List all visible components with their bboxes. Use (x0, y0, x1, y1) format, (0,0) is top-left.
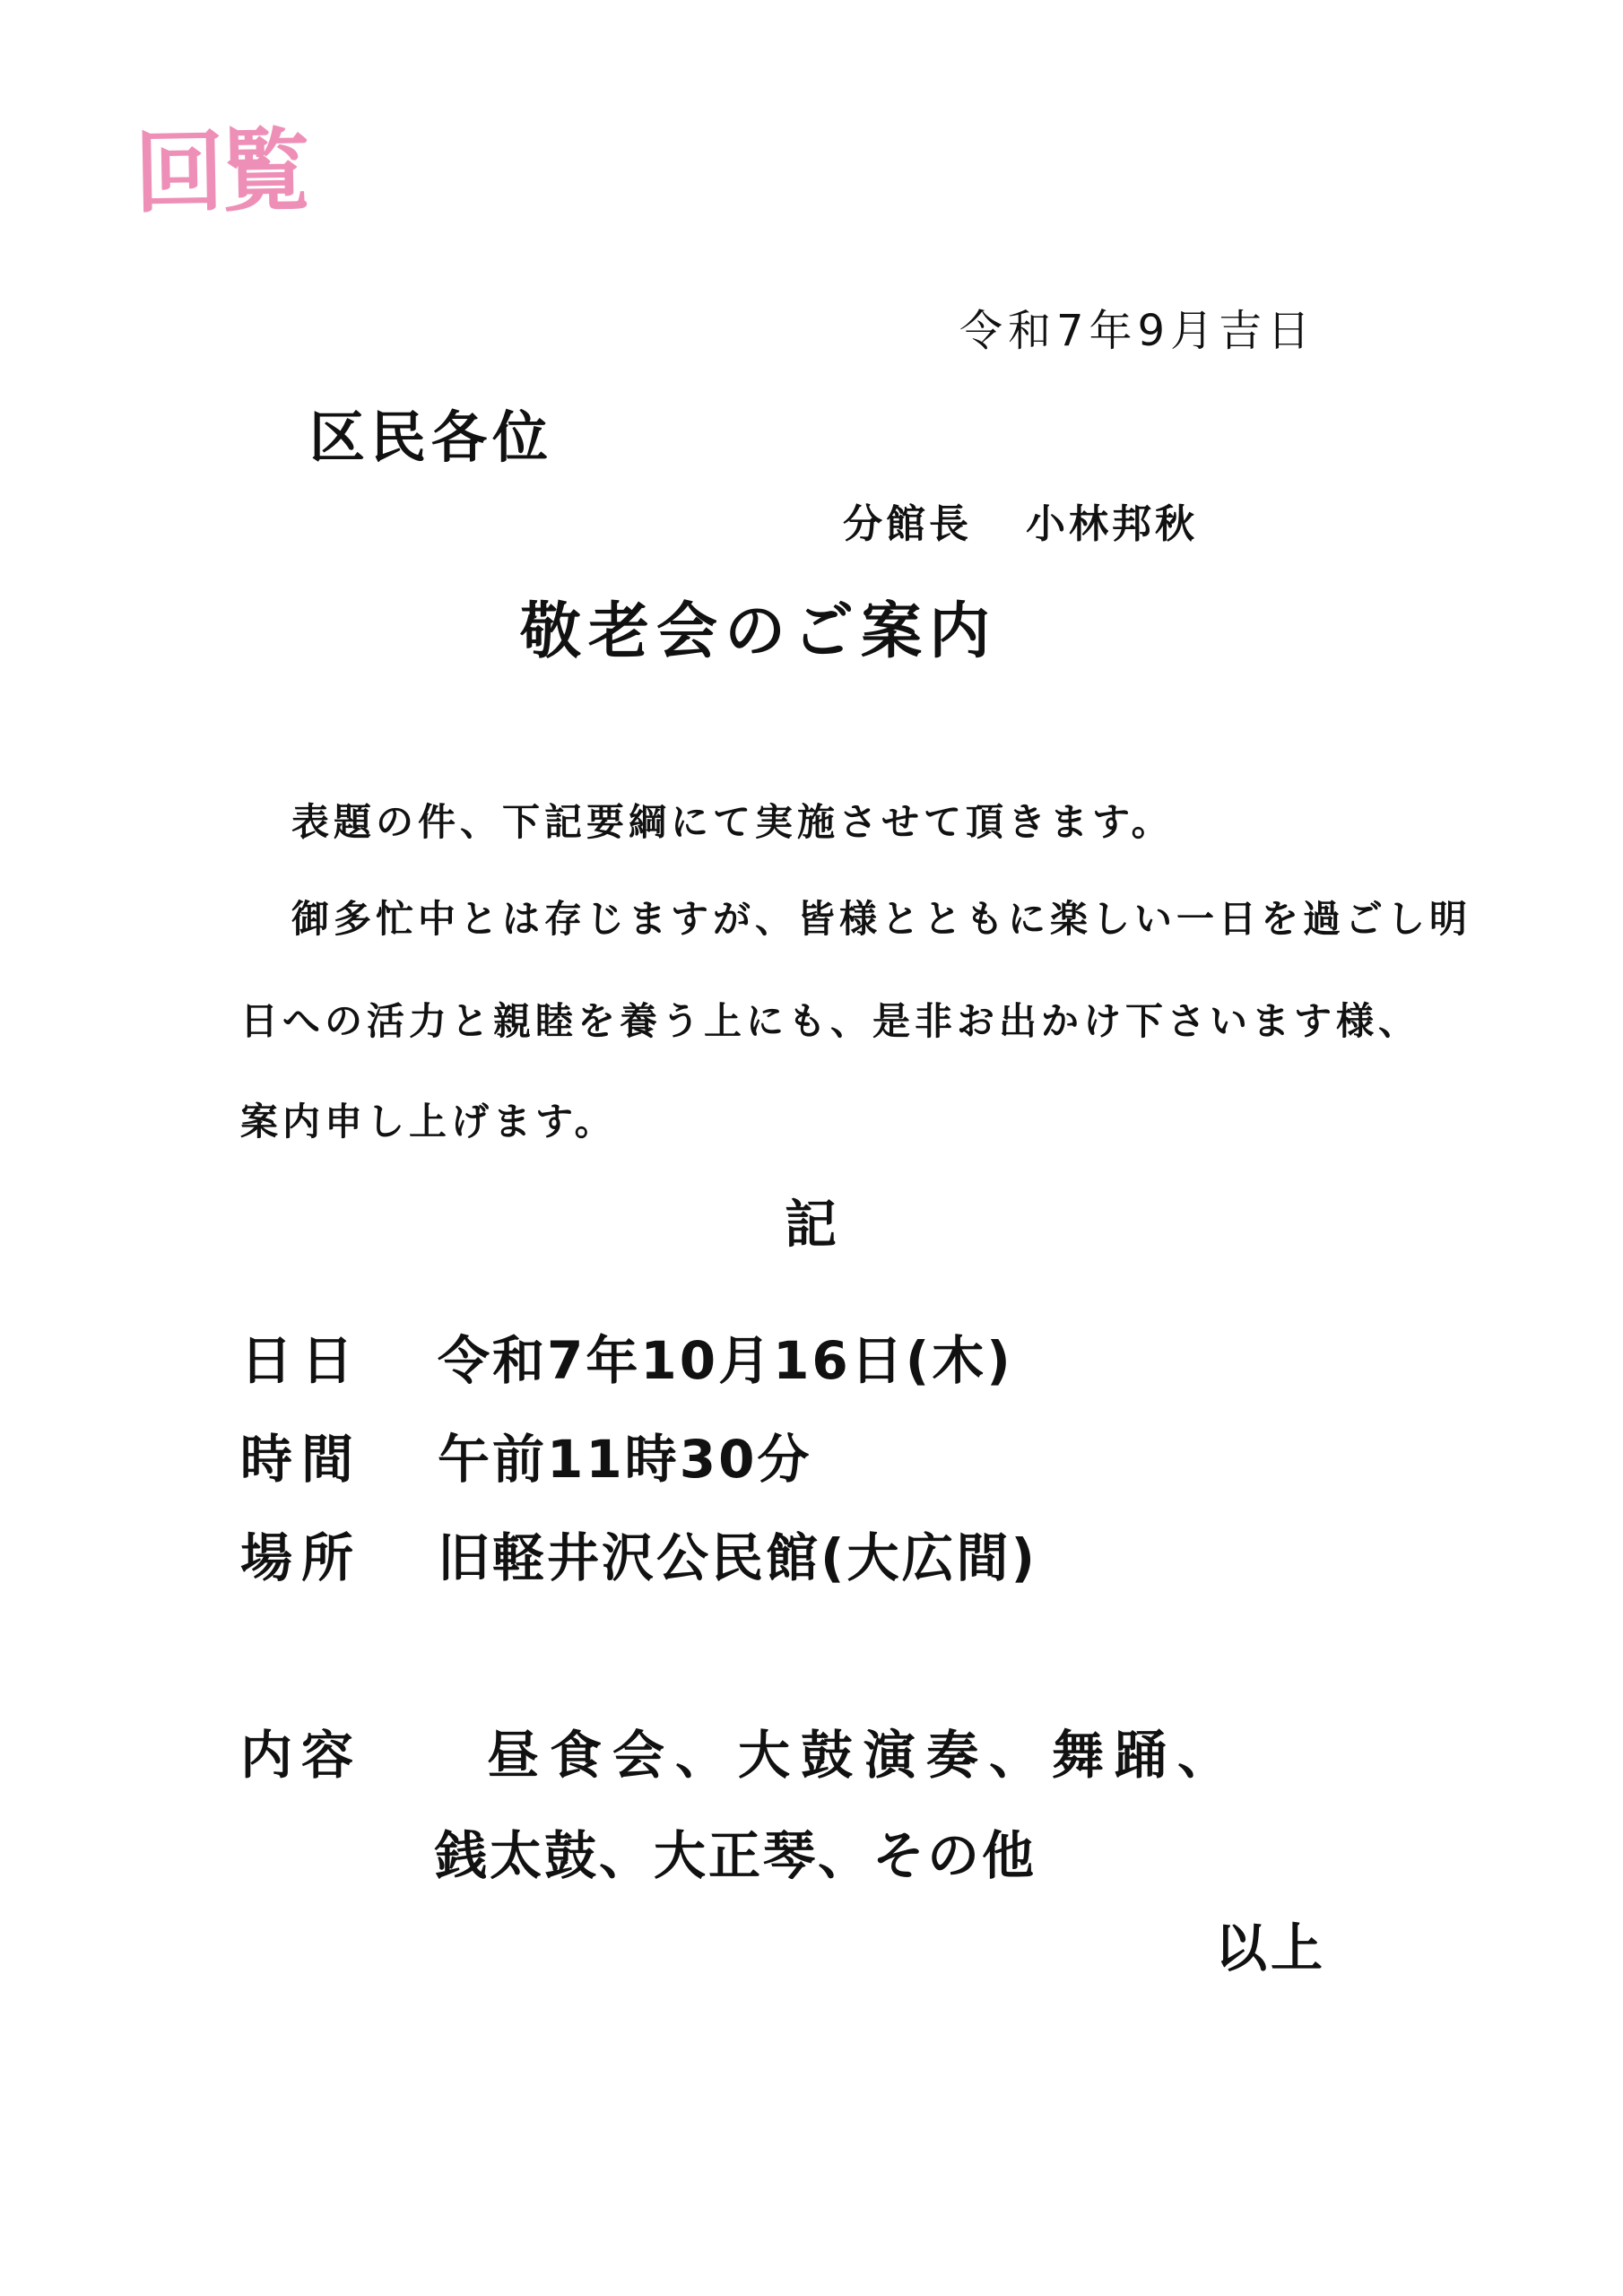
detail-place-label: 場所 (240, 1527, 363, 1588)
circulation-stamp: 回覧 (133, 117, 308, 226)
body-line-3: 日への活力と親睦を養う上にも、是非お出かけ下さいます様、 (240, 999, 1421, 1043)
detail-place-value: 旧軽井沢公民館(大広間) (438, 1527, 1038, 1588)
detail-content-row (240, 1713, 1240, 1788)
body-line-2: 御多忙中とは存じますが、皆様とともに楽しい一日を過ごし明 (291, 897, 1472, 941)
detail-date-value: 令和7年10月16日(木) (438, 1330, 1013, 1391)
body-line-1: 表題の件、下記要綱にて実施させて頂きます。 (291, 800, 1174, 844)
detail-date-label: 日日 (240, 1330, 363, 1391)
sender (843, 491, 1198, 549)
detail-place-row (240, 1516, 1037, 1591)
addressee: 区民各位 (309, 404, 554, 470)
detail-content-label: 内容 (240, 1725, 363, 1786)
sender-role: 分館長 (843, 501, 972, 547)
sender-name: 小林邦秋 (1026, 501, 1198, 547)
body-line-4: 案内申し上げます。 (240, 1100, 617, 1144)
detail-time-value: 午前11時30分 (438, 1429, 812, 1490)
detail-date-row (240, 1318, 1013, 1394)
detail-time-row (240, 1417, 812, 1492)
document-title: 敬老会のご案内 (520, 596, 998, 667)
detail-content-value-2: 銭太鼓、大正琴、その他 (435, 1825, 1037, 1886)
closing-word: 以上 (1215, 1918, 1327, 1979)
ki-heading: 記 (785, 1194, 838, 1255)
document-date: 令和7年9月吉日 (959, 306, 1316, 356)
detail-time-label: 時間 (240, 1429, 363, 1490)
detail-content-value-1: 昼食会、大鼓演奏、舞踊、 (487, 1725, 1241, 1786)
